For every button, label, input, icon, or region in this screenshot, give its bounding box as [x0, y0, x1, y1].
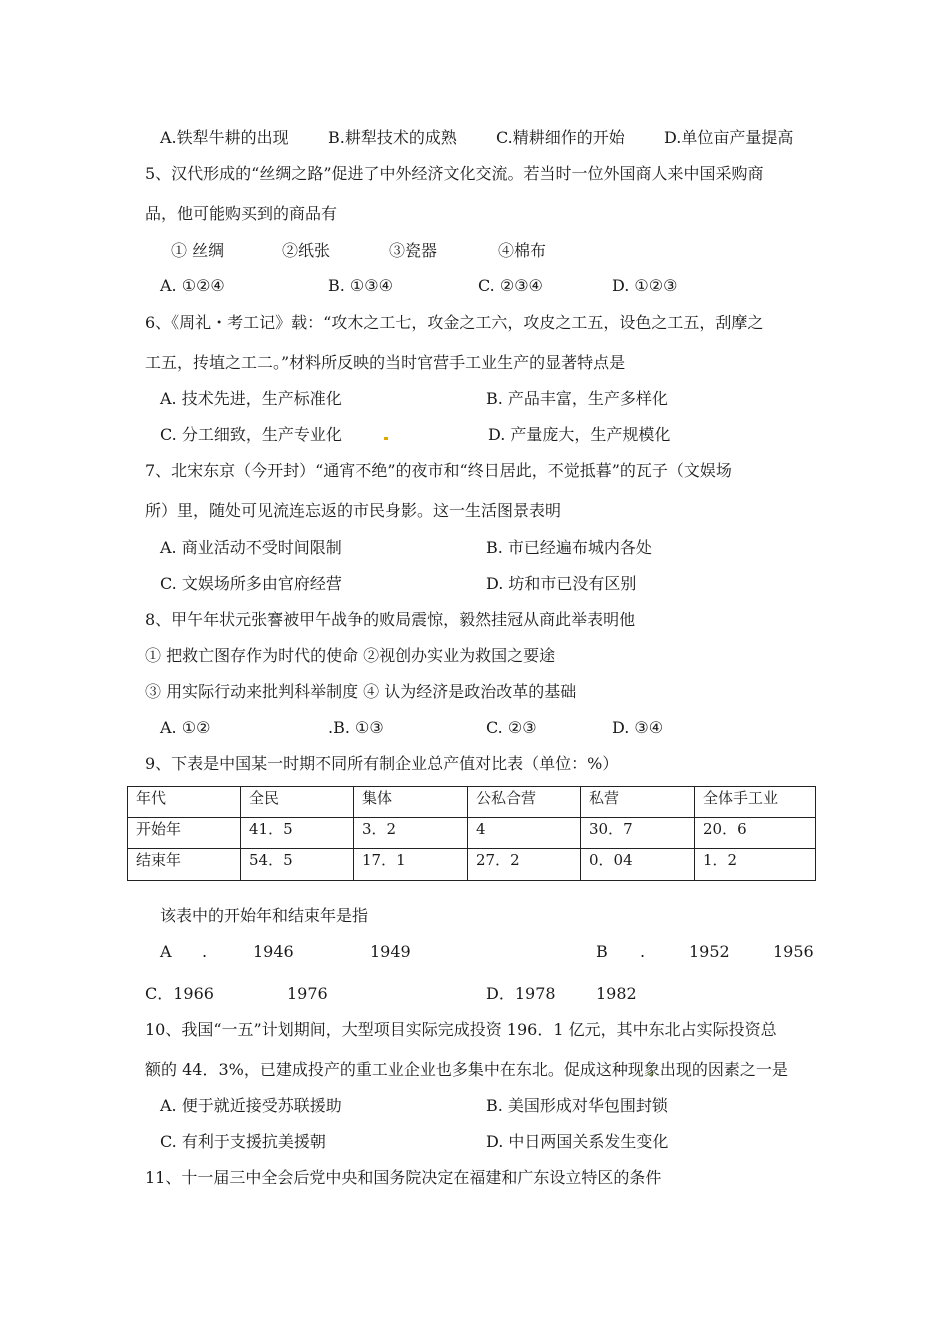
- q5-option-a: A. ①②④: [160, 276, 225, 295]
- q5-item-3: ③瓷器: [389, 241, 438, 260]
- q5-option-c: C. ②③④: [478, 276, 543, 295]
- table-cell: 30．7: [581, 818, 695, 849]
- q8-stem-line1: 8、甲午年状元张謇被甲午战争的败局震惊，毅然挂冠从商此举表明他: [145, 610, 636, 629]
- q9-option-a-letter: A: [160, 942, 172, 961]
- table-header-row: [128, 787, 816, 818]
- q6-option-d: D. 产量庞大，生产规模化: [488, 425, 671, 444]
- table-cell: 开始年: [128, 818, 241, 849]
- q6-option-b: B. 产品丰富，生产多样化: [486, 389, 668, 408]
- q8-option-a: A. ①②: [160, 718, 211, 737]
- table-cell: 54．5: [241, 849, 354, 881]
- q4-option-d: D.单位亩产量提高: [664, 128, 794, 147]
- table-row: [128, 849, 816, 881]
- table-header-cell: 集体: [354, 787, 468, 818]
- q8-stem-line2: ① 把救亡图存作为时代的使命 ②视创办实业为救国之要途: [145, 646, 556, 665]
- q7-stem-line1: 7、北宋东京（今开封）“通宵不绝”的夜市和“终日居此，不觉抵暮”的瓦子（文娱场: [145, 461, 732, 480]
- q5-item-2: ②纸张: [282, 241, 331, 260]
- q10-option-b: B. 美国形成对华包围封锁: [486, 1096, 668, 1115]
- q9-question: 该表中的开始年和结束年是指: [160, 906, 369, 925]
- table-header-cell: 私营: [581, 787, 695, 818]
- q6-option-c: C. 分工细致，生产专业化: [160, 425, 342, 444]
- q8-option-d: D. ③④: [612, 718, 664, 737]
- q9-option-a-year1: 1946: [253, 942, 294, 961]
- q7-option-c: C. 文娱场所多由官府经营: [160, 574, 342, 593]
- q9-option-b-year2: 1956: [773, 942, 814, 961]
- q9-option-a-year2: 1949: [370, 942, 411, 961]
- q4-option-a: A.铁犁牛耕的出现: [160, 128, 289, 147]
- q5-stem-line1: 5、汉代形成的“丝绸之路”促进了中外经济文化交流。若当时一位外国商人来中国采购商: [145, 164, 764, 183]
- stray-mark: [384, 437, 388, 440]
- q6-option-a: A. 技术先进，生产标准化: [160, 389, 342, 408]
- enterprise-output-table: [127, 786, 816, 881]
- q10-stem-line2: 额的 44．3%，已建成投产的重工业企业也多集中在东北。促成这种现象出现的因素之一是: [145, 1060, 788, 1079]
- q10-option-d: D. 中日两国关系发生变化: [486, 1132, 669, 1151]
- table-cell: 41．5: [241, 818, 354, 849]
- q5-option-d: D. ①②③: [612, 276, 678, 295]
- q4-option-c: C.精耕细作的开始: [496, 128, 625, 147]
- q5-stem-line2: 品，他可能购买到的商品有: [145, 204, 338, 223]
- q6-stem-line2: 工五，抟埴之工二。”材料所反映的当时官营手工业生产的显著特点是: [145, 353, 626, 372]
- q7-option-d: D. 坊和市已没有区别: [486, 574, 637, 593]
- q5-item-4: ④棉布: [498, 241, 547, 260]
- q9-option-b-letter: B: [596, 942, 608, 961]
- q11-stem: 11、十一届三中全会后党中央和国务院决定在福建和广东设立特区的条件: [145, 1168, 662, 1187]
- q9-option-d-year2: 1982: [596, 984, 637, 1003]
- q5-option-b: B. ①③④: [328, 276, 393, 295]
- table-cell: 20．6: [695, 818, 816, 849]
- q8-stem-line3: ③ 用实际行动来批判科举制度 ④ 认为经济是政治改革的基础: [145, 682, 577, 701]
- table-header-cell: 全体手工业: [695, 787, 816, 818]
- q8-option-b: .B. ①③: [328, 718, 384, 737]
- q8-option-c: C. ②③: [486, 718, 537, 737]
- q7-option-b: B. 市已经遍布城内各处: [486, 538, 652, 557]
- table-cell: 0．04: [581, 849, 695, 881]
- q9-option-d: D．1978: [486, 984, 556, 1003]
- q7-option-a: A. 商业活动不受时间限制: [160, 538, 342, 557]
- table-cell: 4: [468, 818, 581, 849]
- table-cell: 3．2: [354, 818, 468, 849]
- q9-option-b-dot: .: [640, 942, 646, 961]
- q9-option-a-dot: .: [202, 942, 208, 961]
- table-cell: 27．2: [468, 849, 581, 881]
- table-cell: 结束年: [128, 849, 241, 881]
- table-cell: 1．2: [695, 849, 816, 881]
- q7-stem-line2: 所）里，随处可见流连忘返的市民身影。这一生活图景表明: [145, 501, 562, 520]
- table-header-cell: 公私合营: [468, 787, 581, 818]
- q9-stem: 9、下表是中国某一时期不同所有制企业总产值对比表（单位：%）: [145, 754, 619, 773]
- table-cell: 17．1: [354, 849, 468, 881]
- q6-stem-line1: 6、《周礼・考工记》载：“攻木之工七，攻金之工六，攻皮之工五，设色之工五，刮摩之: [145, 313, 764, 332]
- q5-item-1: ① 丝绸: [171, 241, 225, 260]
- q10-stem-line1: 10、我国“一五”计划期间，大型项目实际完成投资 196．1 亿元，其中东北占实际投资总: [145, 1020, 777, 1039]
- q9-option-c-year2: 1976: [287, 984, 328, 1003]
- q10-option-a: A. 便于就近接受苏联援助: [160, 1096, 342, 1115]
- table-header-cell: 年代: [128, 787, 241, 818]
- table-header-cell: 全民: [241, 787, 354, 818]
- q9-option-c: C．1966: [145, 984, 214, 1003]
- table-row: [128, 818, 816, 849]
- q4-option-b: B.耕犁技术的成熟: [328, 128, 457, 147]
- q10-option-c: C. 有利于支援抗美援朝: [160, 1132, 326, 1151]
- q9-option-b-year1: 1952: [689, 942, 730, 961]
